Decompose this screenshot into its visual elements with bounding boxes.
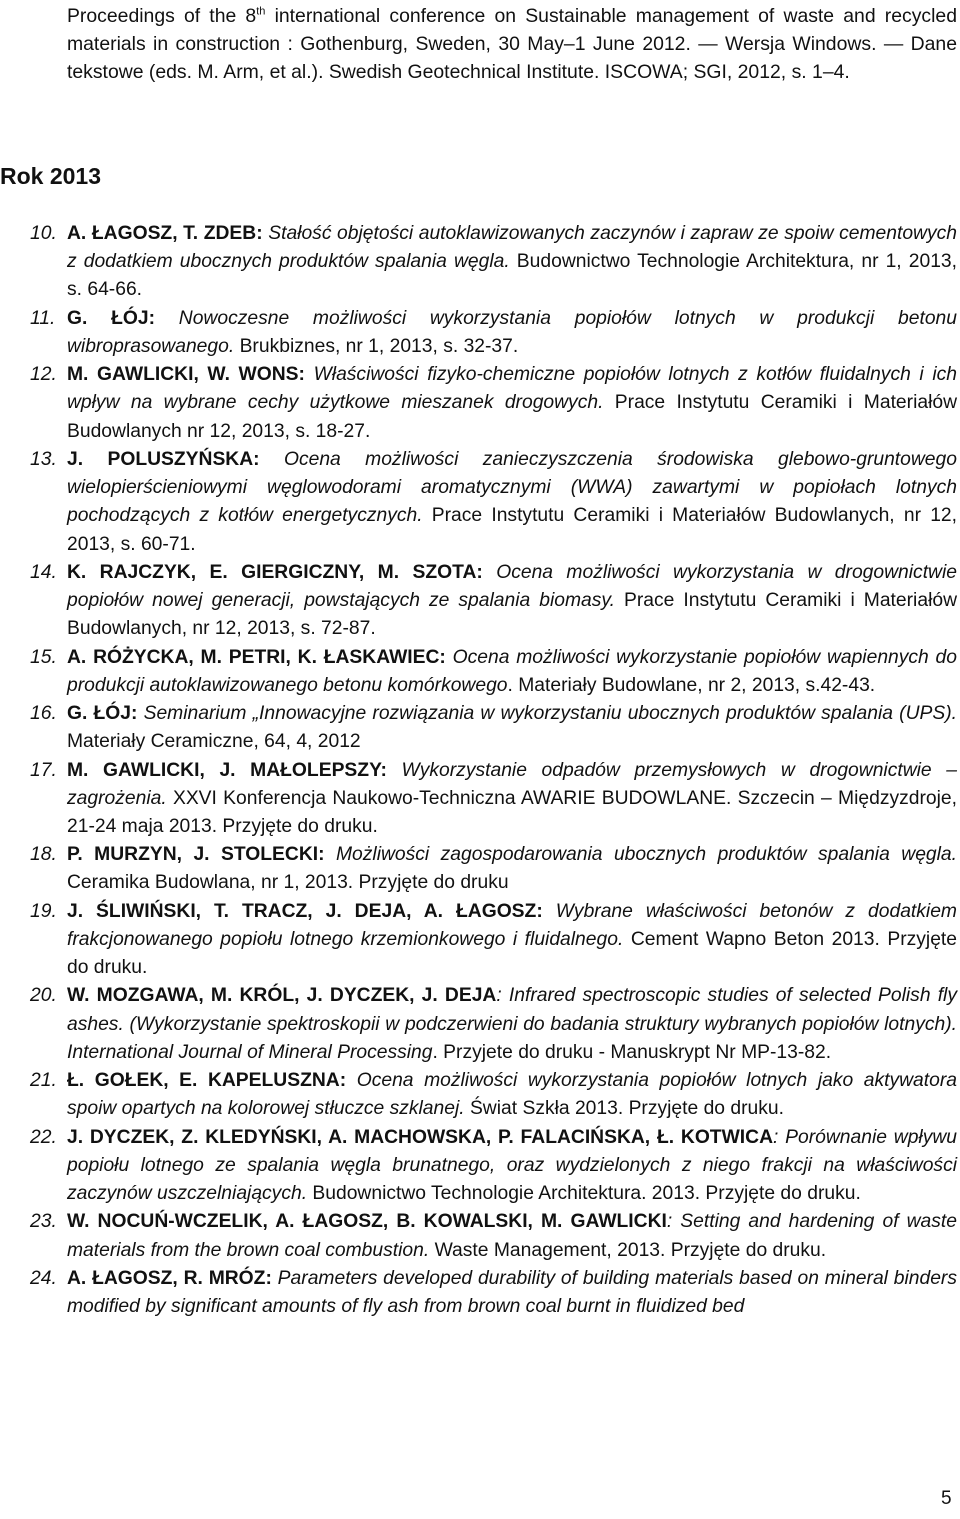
- reference-number: 24.: [30, 1267, 57, 1289]
- reference-source: Ceramika Budowlana, nr 1, 2013. Przyjęte do druku: [67, 872, 509, 894]
- reference-authors: K. RAJCZYK, E. GIERGICZNY, M. SZOTA:: [67, 561, 483, 583]
- reference-source: Cement Wapno Beton 2013. Przyjęte do druku.: [67, 928, 957, 979]
- reference-title: Stałość objętości autoklawizowanych zaczynów i zapraw ze spoiw cementowych z dodatkiem ubocznych produktów spalania węgla.: [67, 223, 957, 273]
- reference-number: 22.: [30, 1126, 57, 1148]
- reference-entry: [0, 1124, 957, 1209]
- reference-entry: [0, 841, 957, 897]
- reference-list: [0, 220, 960, 1321]
- reference-number: 21.: [30, 1070, 57, 1092]
- reference-source: Budownictwo Technologie Architektura, nr 1, 2013, s. 64-66.: [67, 251, 957, 301]
- page-number: 5: [941, 1488, 952, 1509]
- reference-source: Prace Instytutu Ceramiki i Materiałów Budowlanych, nr 12, 2013, s. 60-71.: [67, 505, 958, 555]
- reference-authors: P. MURZYN, J. STOLECKI:: [67, 844, 325, 866]
- reference-source: Waste Management, 2013. Przyjęte do druku.: [429, 1239, 827, 1261]
- reference-source: Brukbiznes, nr 1, 2013, s. 32-37.: [234, 335, 519, 357]
- reference-entry: [0, 361, 957, 446]
- reference-number: 23.: [30, 1211, 57, 1233]
- reference-authors: J. DYCZEK, Z. KLEDYŃSKI, A. MACHOWSKA, P. FALACIŃSKA, Ł. KOTWICA: [67, 1126, 773, 1148]
- reference-authors: W. NOCUŃ-WCZELIK, A. ŁAGOSZ, B. KOWALSKI, M. GAWLICKI: [67, 1211, 667, 1233]
- intro-text-start: Proceedings of the 8: [67, 5, 257, 27]
- reference-title: : Infrared spectroscopic studies of selected Polish fly ashes. (Wykorzystanie spektroskopii w podczerwieni do badania struktury wybranych popiołów lotnych). International Journal of Mineral Processing: [67, 985, 957, 1063]
- reference-title: Nowoczesne możliwości wykorzystania popiołów lotnych w produkcji betonu wibroprasowanego.: [67, 307, 957, 357]
- reference-title: Seminarium „Innowacyjne rozwiązania w wykorzystaniu ubocznych produktów spalania (UPS).: [137, 703, 957, 725]
- reference-source: Świat Szkła 2013. Przyjęte do druku.: [464, 1098, 784, 1120]
- reference-authors: A. RÓŻYCKA, M. PETRI, K. ŁASKAWIEC:: [67, 646, 446, 668]
- reference-source: Materiały Ceramiczne, 64, 4, 2012: [67, 731, 361, 753]
- reference-title: : Setting and hardening of waste materials from the brown coal combustion.: [67, 1211, 957, 1261]
- reference-authors: M. GAWLICKI, W. WONS:: [67, 364, 305, 386]
- reference-entry: [0, 1208, 957, 1264]
- reference-number: 20.: [30, 985, 57, 1007]
- reference-source: Prace Instytutu Ceramiki i Materiałów Budowlanych nr 12, 2013, s. 18-27.: [67, 392, 958, 442]
- reference-title: Wykorzystanie odpadów przemysłowych w drogownictwie – zagrożenia.: [67, 759, 957, 809]
- reference-source: XXVI Konferencja Naukowo-Techniczna AWARIE BUDOWLANE. Szczecin – Międzyzdroje, 21-24 maja 2013. Przyjęte do druku.: [67, 787, 957, 837]
- section-heading: Rok 2013: [0, 163, 102, 189]
- reference-title: Właściwości fizyko-chemiczne popiołów lotnych z kotłów fluidalnych i ich wpływ na wybrane cechy użytkowe mieszanek drogowych.: [67, 364, 957, 414]
- reference-title: Ocena możliwości wykorzystania w drogownictwie popiołów nowej generacji, powstających ze spalania biomasy.: [67, 561, 957, 612]
- reference-entry: [0, 898, 957, 983]
- reference-source: Prace Instytutu Ceramiki i Materiałów Budowlanych, nr 12, 2013, s. 72-87.: [67, 590, 957, 640]
- reference-number: 11.: [30, 307, 56, 329]
- reference-entry: [0, 757, 957, 842]
- reference-entry: [0, 982, 957, 1067]
- reference-entry: [0, 559, 957, 644]
- reference-title: Ocena możliwości wykorzystanie popiołów wapiennych do produkcji autoklawizowanego betonu komórkowego: [67, 646, 957, 696]
- reference-title: Ocena możliwości zanieczyszczenia środowiska glebowo-gruntowego wielopierścieniowymi węglowodorami aromatycznymi (WWA) zawartymi w popiołach lotnych pochodzących z kotłów energetycznych.: [67, 448, 957, 527]
- reference-title: Wybrane właściwości betonów z dodatkiem frakcjonowanego popiołu lotnego krzemionkowego i fluidalnego.: [67, 900, 957, 950]
- reference-entry: [0, 220, 957, 305]
- reference-number: 15.: [30, 646, 57, 668]
- reference-authors: W. MOZGAWA, M. KRÓL, J. DYCZEK, J. DEJA: [67, 985, 497, 1007]
- reference-number: 18.: [30, 844, 57, 866]
- reference-authors: A. ŁAGOSZ, R. MRÓZ:: [67, 1267, 272, 1289]
- intro-text-rest: international conference on Sustainable management of waste and recycled materials in construction : Gothenburg, Sweden, 30 May–1 June 2012. — Wersja Windows. — Dane tekstowe (eds. M. Arm, et al.). Swedish Geotechnical Institute. ISCOWA; SGI, 2012, s. 1–4.: [67, 5, 957, 84]
- reference-authors: G. ŁÓJ:: [67, 703, 138, 725]
- reference-number: 16.: [30, 703, 57, 725]
- reference-authors: J. POLUSZYŃSKA:: [67, 448, 260, 470]
- intro-paragraph: [67, 2, 957, 87]
- reference-number: 10.: [30, 223, 57, 244]
- reference-authors: G. ŁÓJ:: [67, 307, 156, 329]
- reference-source: . Przyjete do druku - Manuskrypt Nr MP-13-82.: [432, 1041, 832, 1063]
- reference-entry: [0, 1067, 957, 1123]
- reference-title: Ocena możliwości wykorzystania popiołów lotnych jako aktywatora spoiw opartych na kolorowej stłuczce szklanej.: [67, 1070, 957, 1120]
- reference-authors: M. GAWLICKI, J. MAŁOLEPSZY:: [67, 759, 387, 781]
- intro-superscript: th: [256, 5, 266, 18]
- reference-title: Parameters developed durability of building materials based on mineral binders modified by significant amounts of fly ash from brown coal burnt in fluidized bed: [67, 1267, 957, 1318]
- reference-title: : Porównanie wpływu popiołu lotnego ze spalania węgla brunatnego, oraz wydzielonych z niego frakcji na właściwości zaczynów uszczelniających.: [67, 1126, 957, 1205]
- reference-entry: [0, 644, 957, 700]
- reference-number: 13.: [30, 448, 57, 470]
- reference-number: 17.: [30, 759, 57, 781]
- reference-authors: J. ŚLIWIŃSKI, T. TRACZ, J. DEJA, A. ŁAGOSZ:: [67, 900, 543, 922]
- reference-source: Budownictwo Technologie Architektura. 2013. Przyjęte do druku.: [307, 1183, 861, 1205]
- reference-authors: Ł. GOŁEK, E. KAPELUSZNA:: [67, 1070, 347, 1092]
- reference-entry: [0, 1265, 957, 1321]
- reference-number: 19.: [30, 900, 57, 922]
- reference-number: 12.: [30, 364, 57, 386]
- reference-entry: [0, 700, 957, 756]
- reference-title: Możliwości zagospodarowania ubocznych produktów spalania węgla.: [324, 844, 957, 866]
- reference-authors: A. ŁAGOSZ, T. ZDEB:: [67, 223, 263, 244]
- reference-number: 14.: [30, 561, 57, 583]
- reference-entry: [0, 305, 957, 361]
- reference-entry: [0, 446, 957, 559]
- reference-source: . Materiały Budowlane, nr 2, 2013, s.42-43.: [507, 674, 876, 696]
